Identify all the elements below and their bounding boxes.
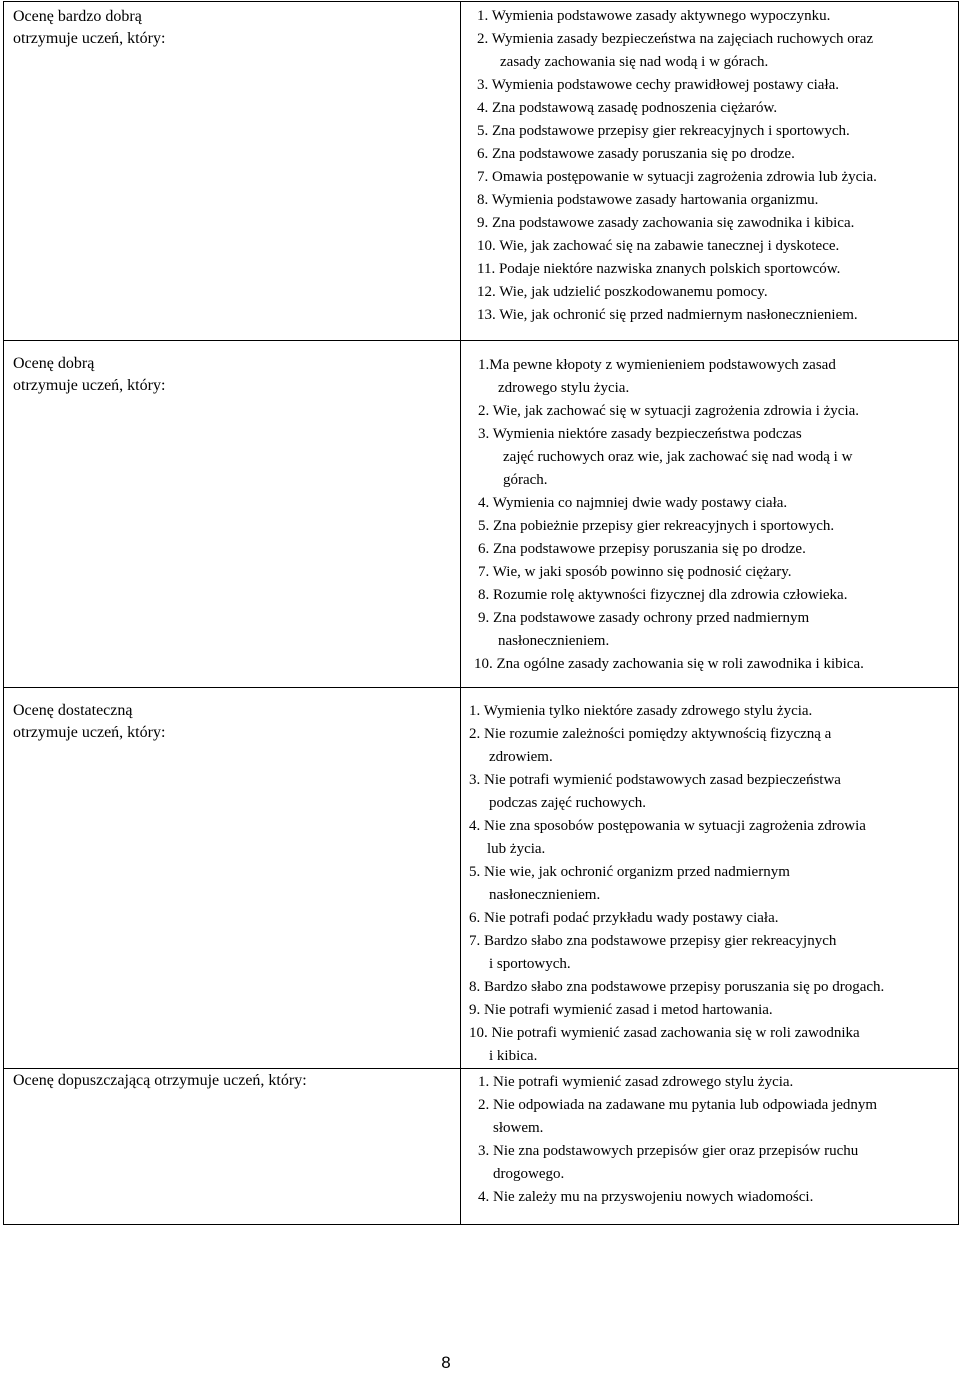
requirement-item: 3. Nie zna podstawowych przepisów gier oraz przepisów ruchu drogowego. — [478, 1143, 859, 1182]
requirement-item: 2. Nie rozumie zależności pomiędzy aktywnością fizyczną a zdrowiem. — [469, 726, 832, 765]
requirement-item: 4. Nie zna sposobów postępowania w sytuacji zagrożenia zdrowia lub życia. — [469, 818, 866, 857]
requirements-list — [477, 5, 958, 327]
grade-label-line-2: otrzymuje uczeń, który: — [13, 377, 166, 394]
requirement-item: 8. Rozumie rolę aktywności fizycznej dla zdrowia człowieka. — [478, 587, 848, 603]
grade-label-line-1: Ocenę dostateczną — [13, 702, 133, 719]
requirement-item: 4. Wymienia co najmniej dwie wady postawy ciała. — [478, 495, 788, 511]
requirement-item: 10. Nie potrafi wymienić zasad zachowania się w roli zawodnika i kibica. — [469, 1025, 860, 1064]
page-number: 8 — [441, 1353, 451, 1372]
requirement-item: 6. Zna podstawowe zasady poruszania się po drodze. — [477, 146, 795, 162]
requirement-item: 7. Wie, w jaki sposób powinno się podnosić ciężary. — [478, 564, 792, 580]
requirement-item: 3. Wymienia niektóre zasady bezpieczeństwa podczas zajęć ruchowych oraz wie, jak zachować się nad wodą i w górach. — [478, 426, 853, 488]
requirement-item: 12. Wie, jak udzielić poszkodowanemu pomocy. — [477, 284, 768, 300]
grade-row-good — [4, 341, 959, 688]
requirement-item: 2. Wie, jak zachować się w sytuacji zagrożenia zdrowia i życia. — [478, 403, 860, 419]
requirement-item: 9. Nie potrafi wymienić zasad i metod hartowania. — [469, 1002, 773, 1018]
grade-label-line-1: Ocenę dopuszczającą otrzymuje uczeń, który: — [13, 1072, 307, 1089]
requirement-item: 5. Zna pobieżnie przepisy gier rekreacyjnych i sportowych. — [478, 518, 835, 534]
requirement-item: 1.Ma pewne kłopoty z wymienieniem podstawowych zasad zdrowego stylu życia. — [478, 357, 836, 396]
grade-label-cell — [4, 1069, 461, 1225]
requirement-item: 2. Nie odpowiada na zadawane mu pytania lub odpowiada jednym słowem. — [478, 1097, 878, 1136]
grade-row-sufficient — [4, 1069, 959, 1225]
requirement-item: 9. Zna podstawowe zasady ochrony przed nadmiernym nasłonecznieniem. — [478, 610, 810, 649]
requirement-item: 2. Wymienia zasady bezpieczeństwa na zajęciach ruchowych oraz zasady zachowania się nad wodą i w górach. — [477, 31, 874, 70]
requirement-item: 3. Nie potrafi wymienić podstawowych zasad bezpieczeństwa podczas zajęć ruchowych. — [469, 772, 841, 811]
grade-label-cell — [4, 341, 461, 688]
grade-label — [13, 353, 460, 397]
requirement-item: 5. Zna podstawowe przepisy gier rekreacyjnych i sportowych. — [477, 123, 850, 139]
requirement-item: 1. Wymienia podstawowe zasady aktywnego wypoczynku. — [477, 8, 831, 24]
grade-requirements-cell — [461, 688, 959, 1069]
requirement-item: 6. Zna podstawowe przepisy poruszania się po drodze. — [478, 541, 806, 557]
grade-label-line-2: otrzymuje uczeń, który: — [13, 30, 166, 47]
requirement-item: 7. Omawia postępowanie w sytuacji zagrożenia zdrowia lub życia. — [477, 169, 877, 185]
requirement-item: 10. Zna ogólne zasady zachowania się w roli zawodnika i kibica. — [474, 656, 864, 672]
grade-label — [13, 1070, 460, 1092]
grade-requirements-cell — [461, 341, 959, 688]
grade-requirements-cell — [461, 1069, 959, 1225]
grade-label-cell — [4, 2, 461, 341]
requirement-item: 5. Nie wie, jak ochronić organizm przed nadmiernym nasłonecznieniem. — [469, 864, 790, 903]
grade-label-line-1: Ocenę dobrą — [13, 355, 95, 372]
grade-requirements-cell — [461, 2, 959, 341]
requirements-list — [478, 1071, 958, 1209]
requirement-item: 4. Nie zależy mu na przyswojeniu nowych wiadomości. — [478, 1189, 814, 1205]
requirement-item: 1. Wymienia tylko niektóre zasady zdrowego stylu życia. — [469, 703, 813, 719]
grading-criteria-table — [3, 1, 959, 1225]
grade-row-satisfactory — [4, 688, 959, 1069]
grade-label — [13, 700, 460, 744]
grade-label-line-2: otrzymuje uczeń, który: — [13, 724, 166, 741]
requirement-item: 4. Zna podstawową zasadę podnoszenia ciężarów. — [477, 100, 778, 116]
requirement-item: 13. Wie, jak ochronić się przed nadmiernym nasłonecznieniem. — [477, 307, 858, 323]
requirements-list — [469, 700, 958, 1068]
requirement-item: 8. Bardzo słabo zna podstawowe przepisy poruszania się po drogach. — [469, 979, 885, 995]
requirement-item: 9. Zna podstawowe zasady zachowania się zawodnika i kibica. — [477, 215, 855, 231]
requirement-item: 7. Bardzo słabo zna podstawowe przepisy gier rekreacyjnych i sportowych. — [469, 933, 837, 972]
requirement-item: 11. Podaje niektóre nazwiska znanych polskich sportowców. — [477, 261, 841, 277]
requirement-item: 10. Wie, jak zachować się na zabawie tanecznej i dyskotece. — [477, 238, 840, 254]
grade-label — [13, 6, 460, 50]
requirement-item: 6. Nie potrafi podać przykładu wady postawy ciała. — [469, 910, 779, 926]
grade-row-very-good — [4, 2, 959, 341]
grade-label-line-1: Ocenę bardzo dobrą — [13, 8, 142, 25]
requirement-item: 1. Nie potrafi wymienić zasad zdrowego stylu życia. — [478, 1074, 794, 1090]
requirement-item: 3. Wymienia podstawowe cechy prawidłowej postawy ciała. — [477, 77, 840, 93]
grade-label-cell — [4, 688, 461, 1069]
requirement-item: 8. Wymienia podstawowe zasady hartowania organizmu. — [477, 192, 819, 208]
requirements-list — [474, 354, 958, 676]
